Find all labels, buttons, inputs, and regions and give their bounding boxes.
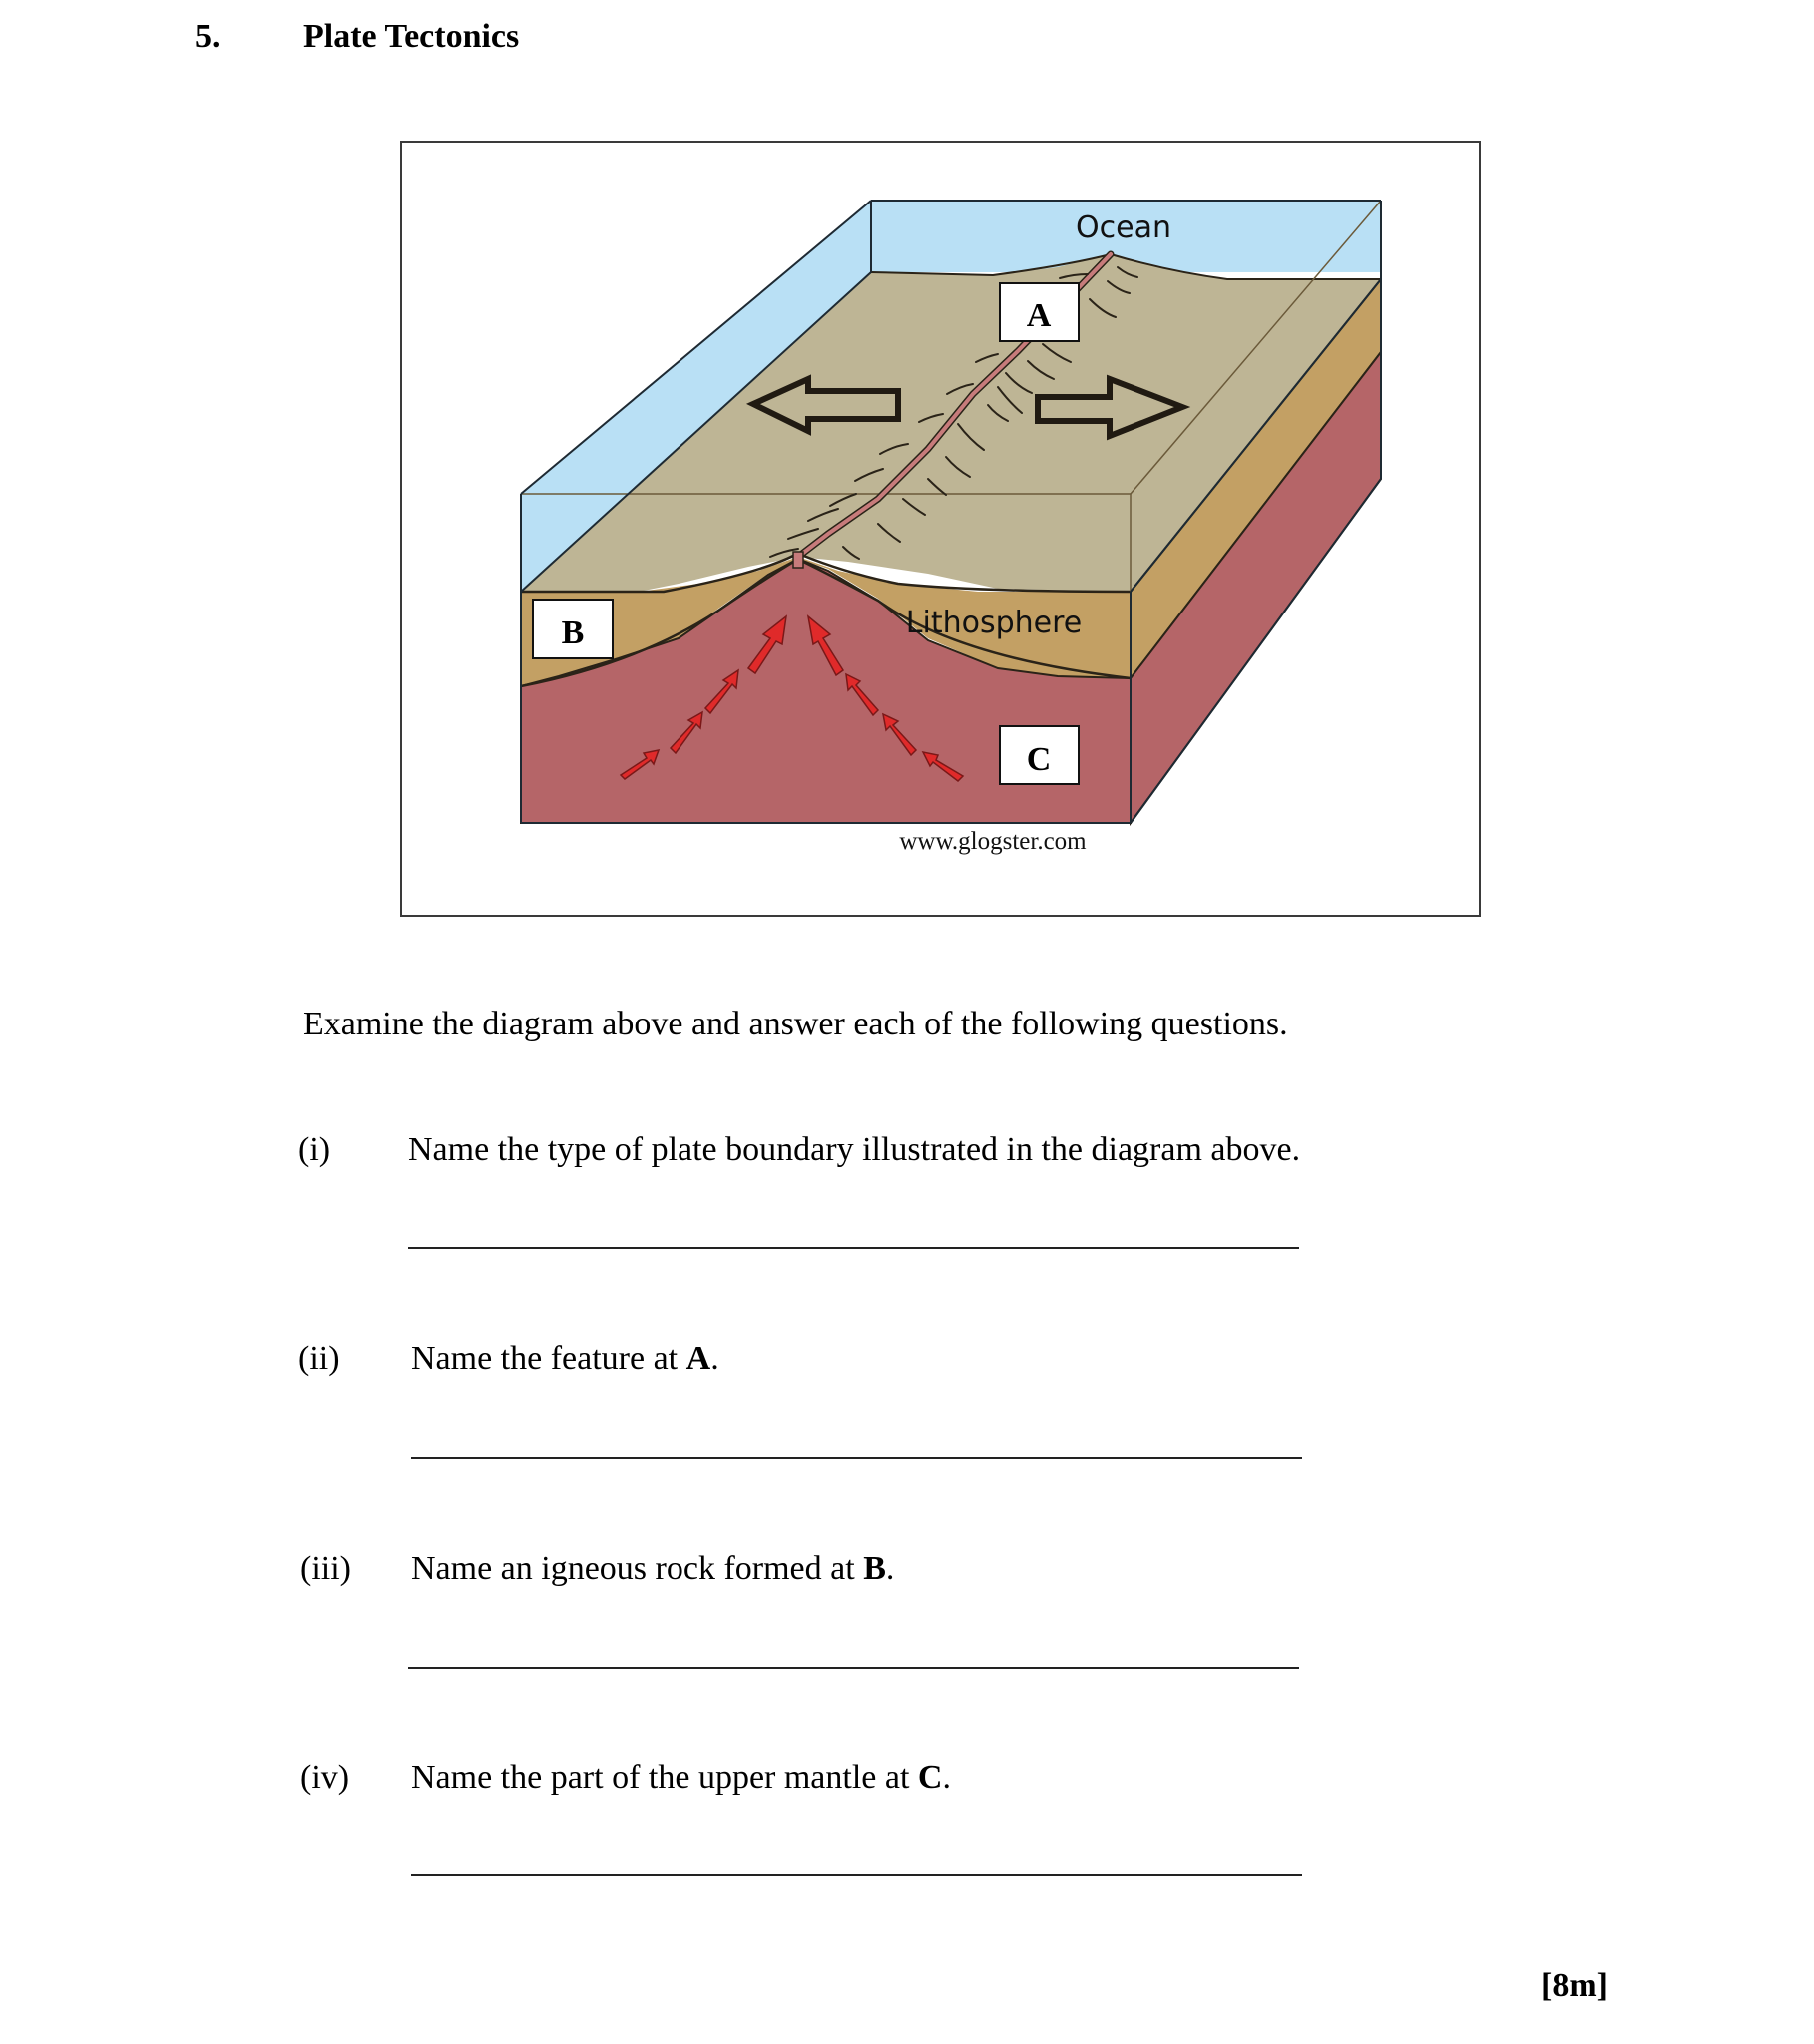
part-iv-suffix: . [942,1759,951,1796]
ocean-label: Ocean [1076,210,1171,245]
total-marks: [8m] [1541,1967,1608,2004]
part-i-text: Name the type of plate boundary illustrated in the diagram above. [408,1131,1301,1168]
part-iv-text: Name the part of the upper mantle at [411,1759,918,1796]
source-credit: www.glogster.com [899,828,1087,855]
ridge-vent [793,552,803,568]
part-iii-text: Name an igneous rock formed at [411,1550,864,1587]
instructions: Examine the diagram above and answer each of the following questions. [303,1006,1288,1042]
part-ii-suffix: . [710,1340,719,1377]
part-iv-label: (iv) [300,1759,350,1796]
lithosphere-label: Lithosphere [905,606,1083,640]
label-a: A [1026,297,1052,334]
part-i-answer-line[interactable] [408,1247,1299,1249]
part-iii-question [411,1549,894,1589]
part-ii-question [411,1339,719,1379]
part-iii-ref: B [863,1550,886,1587]
part-iv-ref: C [917,1759,943,1796]
label-c: C [1026,741,1052,778]
part-iv-answer-line[interactable] [411,1874,1302,1876]
part-iv-question [411,1758,951,1798]
part-ii-ref: A [685,1340,711,1377]
part-iii-answer-line[interactable] [408,1667,1299,1669]
part-ii-answer-line[interactable] [411,1457,1302,1459]
question-title: Plate Tectonics [303,18,520,55]
part-ii-text: Name the feature at [411,1340,686,1377]
part-iii-suffix: . [885,1550,895,1587]
question-number: 5. [195,18,221,55]
part-iii-label: (iii) [300,1550,351,1587]
label-b: B [561,614,585,651]
part-i-question [408,1130,1300,1170]
part-i-label: (i) [298,1131,331,1168]
part-ii-label: (ii) [298,1340,340,1377]
